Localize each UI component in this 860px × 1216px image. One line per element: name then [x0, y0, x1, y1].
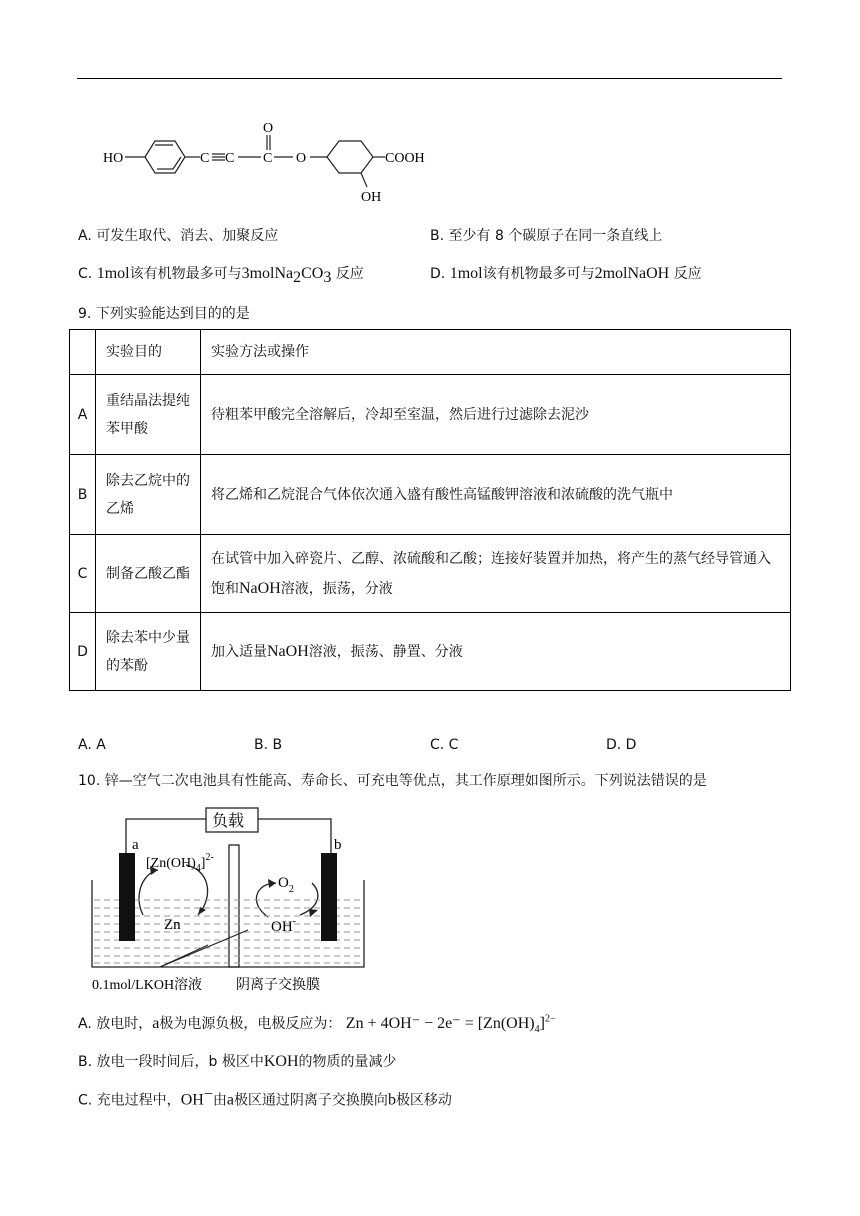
- method-naoh: NaOH: [239, 579, 281, 597]
- row-goal: 重结晶法提纯苯甲酸: [96, 375, 201, 455]
- q9-table: [69, 329, 791, 691]
- option-c-sub1: 2: [293, 268, 302, 286]
- ho-label: HO: [103, 151, 124, 166]
- row-label: A: [70, 375, 96, 455]
- row-goal: 制备乙酸乙酯: [96, 535, 201, 613]
- q9-option-c[interactable]: C. C: [430, 737, 459, 753]
- table-row: [70, 535, 791, 613]
- option-d-amount: 1mol: [449, 265, 483, 282]
- option-d-end: 反应: [673, 266, 702, 282]
- option-c-amount: 1mol: [96, 265, 130, 282]
- load-label: 负载: [212, 811, 245, 830]
- header-cell-empty: [70, 330, 96, 375]
- method-text-1: 在试管中加入碎瓷片、乙醇、浓硫酸和乙酸；连接好装置并加热，将产生的蒸气经导管通入饱和: [211, 550, 771, 597]
- oh-bottom-label: OH: [361, 190, 382, 205]
- option-c-text: 该有机物最多可与: [129, 266, 242, 282]
- table-row: [70, 613, 791, 691]
- option-c-text3: 极区通过阴离子交换膜向: [233, 1092, 388, 1109]
- row-label: B: [70, 455, 96, 535]
- option-c-end: 反应: [335, 266, 364, 282]
- q10-stem: 10. 锌—空气二次电池具有性能高、寿命长、可充电等优点，其工作原理如图所示。下列说法错误的是: [78, 773, 707, 789]
- carbonyl-c-label: C: [263, 151, 273, 166]
- electrode-b: [321, 853, 337, 941]
- q9-option-d[interactable]: D. D: [606, 737, 637, 753]
- oh-label: OH-: [271, 916, 297, 935]
- q8-option-b[interactable]: B. 至少有 8 个碳原子在同一条直线上: [430, 228, 663, 244]
- row-method: 将乙烯和乙烷混合气体依次通入盛有酸性高锰酸钾溶液和浓硫酸的洗气瓶中: [201, 455, 791, 535]
- row-label: C: [70, 535, 96, 613]
- q8-option-c[interactable]: [78, 263, 364, 287]
- q9-stem: 9. 下列实验能达到目的的是: [78, 306, 250, 322]
- zincate-label: $[Zn(OH)_4]^{2-}$: [146, 852, 214, 874]
- option-b-koh: KOH: [263, 1053, 299, 1070]
- option-c-sub2: 3: [323, 268, 332, 286]
- option-d-prefix: D.: [430, 266, 446, 282]
- method-text-2: 溶液，振荡，分液: [280, 580, 393, 597]
- row-label: D: [70, 613, 96, 691]
- q9-option-a[interactable]: A. A: [78, 737, 106, 753]
- header-cell-goal: 实验目的: [96, 330, 201, 375]
- alkyne-c2: C: [225, 151, 235, 166]
- option-a-text2: 极为电源负极，电极反应为：: [159, 1016, 342, 1032]
- option-c-text2: 由: [212, 1092, 227, 1109]
- header-cell-method: 实验方法或操作: [201, 330, 791, 375]
- q8-option-d[interactable]: [430, 263, 702, 283]
- option-b-text2: 的物质的量减少: [298, 1054, 397, 1070]
- organic-structure-diagram: [95, 115, 445, 210]
- o2-label: $O_2$: [278, 875, 294, 895]
- option-c-b: b: [387, 1091, 396, 1109]
- table-row: [70, 375, 791, 455]
- option-c-reagent2: CO: [301, 265, 324, 282]
- row-goal: 除去苯中少量的苯酚: [96, 613, 201, 691]
- option-c-prefix: C.: [78, 266, 93, 282]
- option-d-text: 该有机物最多可与: [482, 266, 595, 282]
- row-method: [201, 613, 791, 691]
- table-header-row: [70, 330, 791, 375]
- q9-option-b[interactable]: B. B: [254, 737, 283, 753]
- option-b-text: B. 放电一段时间后，b 极区中: [78, 1054, 264, 1070]
- option-c-sup: −: [203, 1086, 213, 1103]
- q10-option-b[interactable]: [78, 1051, 397, 1071]
- alkyne-c1: C: [200, 151, 210, 166]
- q10-option-c[interactable]: [78, 1086, 452, 1110]
- header-rule: [77, 78, 782, 79]
- electrode-a-label: a: [132, 837, 139, 853]
- option-a-electrode: a: [152, 1015, 160, 1032]
- method-naoh: NaOH: [267, 642, 309, 660]
- ester-o-label: O: [296, 151, 307, 166]
- q10-option-a[interactable]: [78, 1013, 556, 1035]
- method-text-2: 溶液，振荡、静置、分液: [308, 643, 463, 660]
- electrode-a: [119, 853, 135, 941]
- battery-diagram: [88, 805, 368, 995]
- option-c-oh: OH: [180, 1091, 204, 1109]
- option-c-reagent: 3molNa: [241, 265, 294, 282]
- table-row: [70, 455, 791, 535]
- carbonyl-o-label: O: [263, 121, 274, 136]
- membrane-label: 阴离子交换膜: [236, 977, 320, 993]
- electrode-b-label: b: [334, 837, 342, 853]
- option-a-text: A. 放电时，: [78, 1016, 153, 1032]
- q8-option-a[interactable]: A. 可发生取代、消去、加聚反应: [78, 228, 279, 244]
- option-c-a: a: [226, 1091, 234, 1109]
- row-method: 待粗苯甲酸完全溶解后，冷却至室温，然后进行过滤除去泥沙: [201, 375, 791, 455]
- option-a-equation: $Zn + 4OH^- - 2e^- = [Zn(OH)_4]^{2-}$: [345, 1013, 556, 1036]
- cooh-label: COOH: [385, 151, 425, 166]
- option-d-reagent: 2molNaOH: [594, 265, 670, 282]
- row-goal: 除去乙烷中的乙烯: [96, 455, 201, 535]
- zn-label: Zn: [164, 917, 181, 933]
- method-text-1: 加入适量: [211, 643, 267, 660]
- option-c-text: C. 充电过程中，: [78, 1092, 181, 1109]
- row-method: [201, 535, 791, 613]
- option-c-text4: 极区移动: [395, 1092, 452, 1109]
- solution-label: 0.1mol/LKOH溶液: [92, 978, 203, 993]
